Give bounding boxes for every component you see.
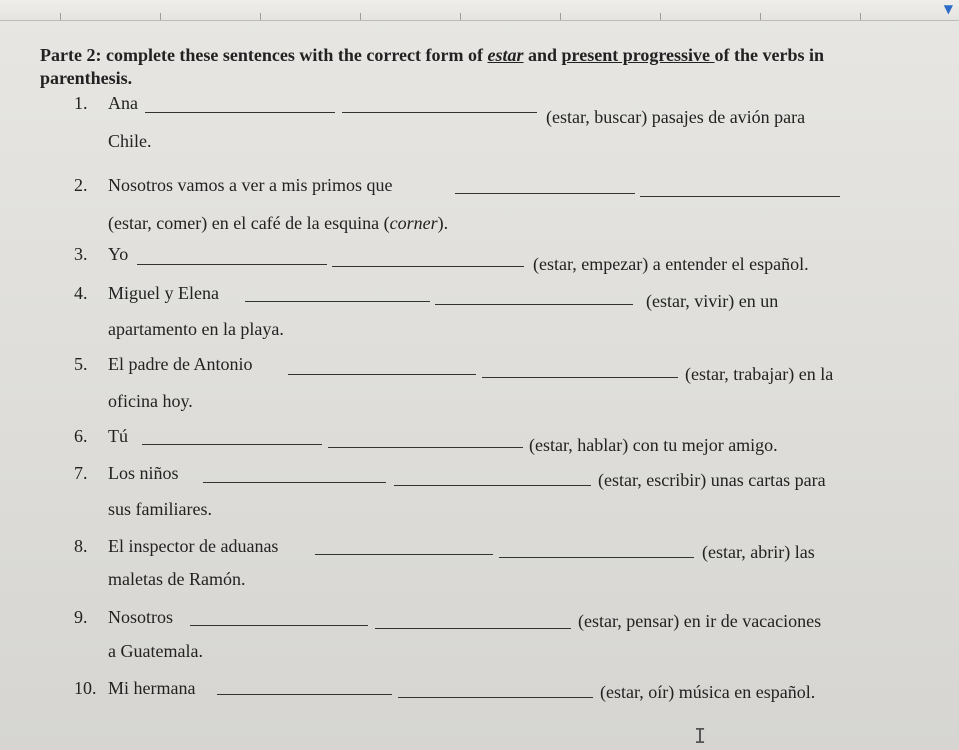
item-7-continuation: sus familiares. bbox=[108, 499, 212, 519]
item-number: 6. bbox=[74, 426, 88, 446]
item-subject: Mi hermana bbox=[108, 678, 196, 698]
item-8-continuation: maletas de Ramón. bbox=[108, 569, 246, 589]
item-4-continuation: apartamento en la playa. bbox=[108, 319, 284, 339]
item-1-hint: (estar, buscar) pasajes de avión para bbox=[546, 107, 806, 127]
answer-blank[interactable] bbox=[640, 196, 840, 197]
answer-blank[interactable] bbox=[203, 482, 386, 483]
answer-blank[interactable] bbox=[435, 304, 633, 305]
answer-blank[interactable] bbox=[217, 694, 392, 695]
ruler-indent-marker-icon[interactable]: ▼ bbox=[943, 2, 953, 16]
item-2-continuation bbox=[108, 212, 448, 234]
answer-blank[interactable] bbox=[482, 377, 678, 378]
item-3-hint: (estar, empezar) a entender el español. bbox=[533, 254, 809, 274]
ruler-tick bbox=[460, 13, 461, 20]
ruler-tick bbox=[160, 13, 161, 20]
answer-blank[interactable] bbox=[137, 264, 327, 265]
item-8 bbox=[74, 535, 278, 557]
item-10 bbox=[74, 677, 195, 699]
answer-blank[interactable] bbox=[145, 112, 335, 113]
item-number: 9. bbox=[74, 607, 88, 627]
answer-blank[interactable] bbox=[342, 112, 537, 113]
ruler-tick bbox=[560, 13, 561, 20]
heading-text: of the verbs in parenthesis. bbox=[40, 45, 825, 88]
item-number: 1. bbox=[74, 93, 88, 113]
heading-present-progressive: present progressive bbox=[561, 45, 715, 65]
item-1 bbox=[74, 92, 138, 114]
answer-blank[interactable] bbox=[245, 301, 430, 302]
heading-estar: estar bbox=[487, 45, 524, 65]
item-subject: Nosotros bbox=[108, 607, 174, 627]
answer-blank[interactable] bbox=[142, 444, 322, 445]
item-7-hint: (estar, escribir) unas cartas para bbox=[598, 470, 826, 490]
item-subject: Miguel y Elena bbox=[108, 283, 219, 303]
heading-text: Parte 2: complete these sentences with the correct form of bbox=[40, 45, 488, 65]
item-number: 5. bbox=[74, 354, 88, 374]
item-7 bbox=[74, 462, 179, 484]
ruler-tick bbox=[860, 13, 861, 20]
item-8-hint: (estar, abrir) las bbox=[702, 542, 815, 562]
ruler-tick bbox=[760, 13, 761, 20]
item-2-cont-italic: corner bbox=[389, 213, 438, 233]
ruler-tick bbox=[260, 13, 261, 20]
item-10-hint: (estar, oír) música en español. bbox=[600, 682, 816, 702]
text-cursor-icon: I bbox=[694, 724, 707, 748]
ruler-tick bbox=[360, 13, 361, 20]
item-2 bbox=[74, 174, 392, 196]
answer-blank[interactable] bbox=[288, 374, 476, 375]
answer-blank[interactable] bbox=[328, 447, 523, 448]
answer-blank[interactable] bbox=[499, 557, 694, 558]
item-2-cont-text: ). bbox=[437, 213, 449, 233]
item-5-continuation: oficina hoy. bbox=[108, 391, 193, 411]
answer-blank[interactable] bbox=[394, 485, 591, 486]
answer-blank[interactable] bbox=[375, 628, 571, 629]
ruler-tick bbox=[660, 13, 661, 20]
item-number: 3. bbox=[74, 244, 88, 264]
item-number: 10. bbox=[74, 678, 97, 698]
answer-blank[interactable] bbox=[455, 193, 635, 194]
item-9-hint: (estar, pensar) en ir de vacaciones bbox=[578, 611, 822, 631]
item-4-hint: (estar, vivir) en un bbox=[646, 291, 779, 311]
item-6 bbox=[74, 425, 128, 447]
item-3 bbox=[74, 243, 128, 265]
ruler bbox=[0, 0, 959, 21]
item-number: 4. bbox=[74, 283, 88, 303]
item-subject: Ana bbox=[108, 93, 138, 113]
item-9 bbox=[74, 606, 173, 628]
item-number: 8. bbox=[74, 536, 88, 556]
item-subject: El inspector de aduanas bbox=[108, 536, 279, 556]
item-subject: Los niños bbox=[108, 463, 179, 483]
ruler-tick bbox=[60, 13, 61, 20]
answer-blank[interactable] bbox=[190, 625, 368, 626]
item-2-cont-text: (estar, comer) en el café de la esquina ( bbox=[108, 213, 390, 233]
item-subject: Nosotros vamos a ver a mis primos que bbox=[108, 175, 393, 195]
answer-blank[interactable] bbox=[315, 554, 493, 555]
item-subject: Yo bbox=[108, 244, 129, 264]
item-5 bbox=[74, 353, 252, 375]
item-6-hint: (estar, hablar) con tu mejor amigo. bbox=[529, 435, 778, 455]
answer-blank[interactable] bbox=[398, 697, 593, 698]
instructions-heading bbox=[40, 44, 920, 90]
item-4 bbox=[74, 282, 219, 304]
item-9-continuation: a Guatemala. bbox=[108, 641, 203, 661]
answer-blank[interactable] bbox=[332, 266, 524, 267]
item-subject: Tú bbox=[108, 426, 128, 446]
heading-text: and bbox=[523, 45, 562, 65]
item-5-hint: (estar, trabajar) en la bbox=[685, 364, 834, 384]
item-subject: El padre de Antonio bbox=[108, 354, 253, 374]
item-number: 2. bbox=[74, 175, 88, 195]
item-1-continuation: Chile. bbox=[108, 131, 152, 151]
item-number: 7. bbox=[74, 463, 88, 483]
